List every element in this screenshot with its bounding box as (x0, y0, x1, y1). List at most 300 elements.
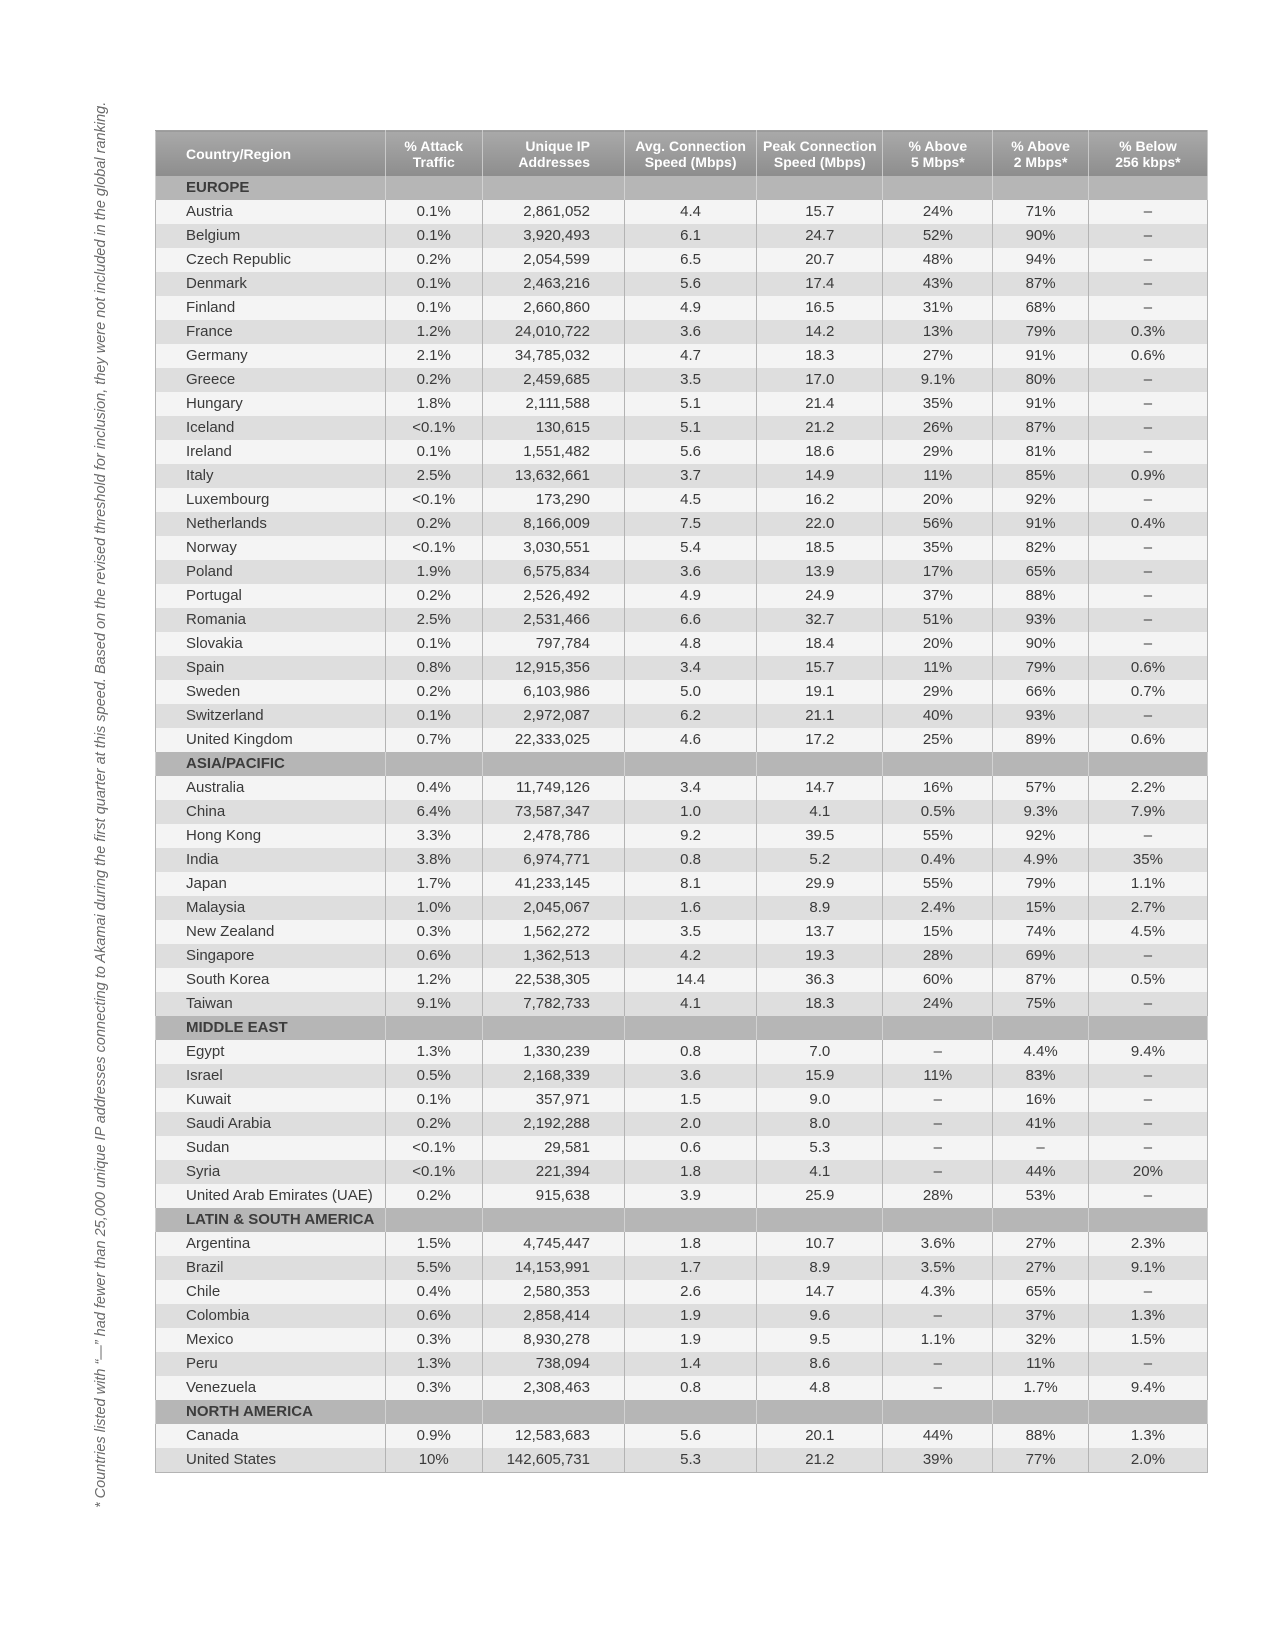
attack-traffic-cell: 6.4% (385, 800, 482, 824)
peak-speed-cell: 14.2 (757, 320, 883, 344)
above-5mbps-cell: 55% (883, 824, 993, 848)
unique-ip-cell: 3,920,493 (482, 224, 624, 248)
below-256kbps-cell: – (1088, 584, 1207, 608)
country-name-cell: Sweden (156, 680, 386, 704)
table-row (156, 824, 1208, 848)
country-name-cell: Greece (156, 368, 386, 392)
peak-speed-cell: 20.7 (757, 248, 883, 272)
above-2mbps-cell: 94% (993, 248, 1089, 272)
above-5mbps-cell: 39% (883, 1448, 993, 1473)
unique-ip-cell: 2,858,414 (482, 1304, 624, 1328)
above-5mbps-cell: 24% (883, 992, 993, 1016)
table-row (156, 368, 1208, 392)
peak-speed-cell: 4.1 (757, 800, 883, 824)
region-name: MIDDLE EAST (156, 1016, 386, 1040)
country-name-cell: Belgium (156, 224, 386, 248)
below-256kbps-cell: – (1088, 632, 1207, 656)
unique-ip-cell: 142,605,731 (482, 1448, 624, 1473)
unique-ip-cell: 1,362,513 (482, 944, 624, 968)
unique-ip-cell: 2,192,288 (482, 1112, 624, 1136)
above-5mbps-cell: 40% (883, 704, 993, 728)
attack-traffic-cell: 1.2% (385, 968, 482, 992)
above-2mbps-cell: 75% (993, 992, 1089, 1016)
table-row (156, 248, 1208, 272)
col-header-above-2mbps: % Above 2 Mbps* (993, 131, 1089, 177)
peak-speed-cell: 15.9 (757, 1064, 883, 1088)
avg-speed-cell: 4.6 (624, 728, 756, 752)
table-row (156, 512, 1208, 536)
below-256kbps-cell: – (1088, 560, 1207, 584)
col-header-avg-speed: Avg. Connection Speed (Mbps) (624, 131, 756, 177)
above-2mbps-cell: 32% (993, 1328, 1089, 1352)
unique-ip-cell: 11,749,126 (482, 776, 624, 800)
peak-speed-cell: 4.8 (757, 1376, 883, 1400)
avg-speed-cell: 0.8 (624, 1040, 756, 1064)
attack-traffic-cell: 0.2% (385, 1184, 482, 1208)
attack-traffic-cell: 1.5% (385, 1232, 482, 1256)
avg-speed-cell: 5.0 (624, 680, 756, 704)
region-spacer-cell (883, 176, 993, 200)
attack-traffic-cell: 0.1% (385, 224, 482, 248)
above-5mbps-cell: 11% (883, 1064, 993, 1088)
above-2mbps-cell: 92% (993, 488, 1089, 512)
below-256kbps-cell: 0.6% (1088, 344, 1207, 368)
peak-speed-cell: 9.6 (757, 1304, 883, 1328)
peak-speed-cell: 9.5 (757, 1328, 883, 1352)
unique-ip-cell: 221,394 (482, 1160, 624, 1184)
peak-speed-cell: 22.0 (757, 512, 883, 536)
peak-speed-cell: 14.9 (757, 464, 883, 488)
table-row (156, 728, 1208, 752)
avg-speed-cell: 3.7 (624, 464, 756, 488)
avg-speed-cell: 1.4 (624, 1352, 756, 1376)
unique-ip-cell: 22,333,025 (482, 728, 624, 752)
unique-ip-cell: 357,971 (482, 1088, 624, 1112)
avg-speed-cell: 2.6 (624, 1280, 756, 1304)
above-5mbps-cell: 13% (883, 320, 993, 344)
attack-traffic-cell: 0.2% (385, 248, 482, 272)
above-2mbps-cell: 88% (993, 1424, 1089, 1448)
table-row (156, 680, 1208, 704)
peak-speed-cell: 19.3 (757, 944, 883, 968)
attack-traffic-cell: 1.8% (385, 392, 482, 416)
country-name-cell: Chile (156, 1280, 386, 1304)
attack-traffic-cell: 3.8% (385, 848, 482, 872)
peak-speed-cell: 24.9 (757, 584, 883, 608)
attack-traffic-cell: 0.4% (385, 776, 482, 800)
unique-ip-cell: 1,562,272 (482, 920, 624, 944)
attack-traffic-cell: 0.2% (385, 512, 482, 536)
attack-traffic-cell: 1.2% (385, 320, 482, 344)
attack-traffic-cell: 2.5% (385, 464, 482, 488)
connection-speed-table (155, 130, 1208, 1473)
above-2mbps-cell: 41% (993, 1112, 1089, 1136)
above-5mbps-cell: – (883, 1112, 993, 1136)
table-row (156, 344, 1208, 368)
table-row (156, 440, 1208, 464)
above-2mbps-cell: 87% (993, 272, 1089, 296)
above-5mbps-cell: 17% (883, 560, 993, 584)
table-body (156, 176, 1208, 1473)
region-spacer-cell (757, 752, 883, 776)
below-256kbps-cell: 2.7% (1088, 896, 1207, 920)
unique-ip-cell: 1,551,482 (482, 440, 624, 464)
country-name-cell: Portugal (156, 584, 386, 608)
below-256kbps-cell: – (1088, 608, 1207, 632)
above-2mbps-cell: 93% (993, 608, 1089, 632)
avg-speed-cell: 1.8 (624, 1160, 756, 1184)
avg-speed-cell: 5.3 (624, 1448, 756, 1473)
above-5mbps-cell: 56% (883, 512, 993, 536)
above-2mbps-cell: 4.9% (993, 848, 1089, 872)
attack-traffic-cell: 0.2% (385, 1112, 482, 1136)
table-row (156, 1136, 1208, 1160)
above-2mbps-cell: 82% (993, 536, 1089, 560)
above-2mbps-cell: 80% (993, 368, 1089, 392)
unique-ip-cell: 2,168,339 (482, 1064, 624, 1088)
country-name-cell: Luxembourg (156, 488, 386, 512)
peak-speed-cell: 18.4 (757, 632, 883, 656)
above-2mbps-cell: 79% (993, 320, 1089, 344)
country-name-cell: Germany (156, 344, 386, 368)
country-name-cell: Sudan (156, 1136, 386, 1160)
below-256kbps-cell: 2.3% (1088, 1232, 1207, 1256)
below-256kbps-cell: 1.1% (1088, 872, 1207, 896)
peak-speed-cell: 18.3 (757, 992, 883, 1016)
unique-ip-cell: 7,782,733 (482, 992, 624, 1016)
above-2mbps-cell: 79% (993, 656, 1089, 680)
peak-speed-cell: 25.9 (757, 1184, 883, 1208)
region-spacer-cell (993, 1208, 1089, 1232)
above-2mbps-cell: 16% (993, 1088, 1089, 1112)
avg-speed-cell: 14.4 (624, 968, 756, 992)
unique-ip-cell: 22,538,305 (482, 968, 624, 992)
below-256kbps-cell: 0.4% (1088, 512, 1207, 536)
unique-ip-cell: 797,784 (482, 632, 624, 656)
avg-speed-cell: 1.0 (624, 800, 756, 824)
above-5mbps-cell: 3.6% (883, 1232, 993, 1256)
avg-speed-cell: 5.4 (624, 536, 756, 560)
unique-ip-cell: 24,010,722 (482, 320, 624, 344)
attack-traffic-cell: <0.1% (385, 1160, 482, 1184)
above-5mbps-cell: 37% (883, 584, 993, 608)
region-spacer-cell (385, 1400, 482, 1424)
table-row (156, 1112, 1208, 1136)
region-name: EUROPE (156, 176, 386, 200)
below-256kbps-cell: – (1088, 1064, 1207, 1088)
region-spacer-cell (757, 1400, 883, 1424)
unique-ip-cell: 8,930,278 (482, 1328, 624, 1352)
table-row (156, 1184, 1208, 1208)
col-header-below-256kbps: % Below 256 kbps* (1088, 131, 1207, 177)
above-5mbps-cell: – (883, 1040, 993, 1064)
below-256kbps-cell: – (1088, 1136, 1207, 1160)
region-spacer-cell (624, 1016, 756, 1040)
region-spacer-cell (482, 1016, 624, 1040)
below-256kbps-cell: – (1088, 1184, 1207, 1208)
country-name-cell: Hong Kong (156, 824, 386, 848)
above-2mbps-cell: 65% (993, 1280, 1089, 1304)
above-5mbps-cell: 29% (883, 680, 993, 704)
region-name: ASIA/PACIFIC (156, 752, 386, 776)
unique-ip-cell: 41,233,145 (482, 872, 624, 896)
peak-speed-cell: 5.2 (757, 848, 883, 872)
above-2mbps-cell: 11% (993, 1352, 1089, 1376)
col-header-country: Country/Region (156, 131, 386, 177)
attack-traffic-cell: 0.6% (385, 1304, 482, 1328)
above-2mbps-cell: 93% (993, 704, 1089, 728)
above-5mbps-cell: 35% (883, 392, 993, 416)
below-256kbps-cell: – (1088, 824, 1207, 848)
peak-speed-cell: 29.9 (757, 872, 883, 896)
avg-speed-cell: 5.1 (624, 416, 756, 440)
table-row (156, 1352, 1208, 1376)
attack-traffic-cell: 0.1% (385, 200, 482, 224)
unique-ip-cell: 2,531,466 (482, 608, 624, 632)
peak-speed-cell: 24.7 (757, 224, 883, 248)
unique-ip-cell: 2,580,353 (482, 1280, 624, 1304)
below-256kbps-cell: 1.3% (1088, 1304, 1207, 1328)
unique-ip-cell: 12,915,356 (482, 656, 624, 680)
country-name-cell: Denmark (156, 272, 386, 296)
table-row (156, 872, 1208, 896)
avg-speed-cell: 4.9 (624, 584, 756, 608)
below-256kbps-cell: 9.1% (1088, 1256, 1207, 1280)
avg-speed-cell: 3.5 (624, 368, 756, 392)
region-spacer-cell (385, 752, 482, 776)
table-row (156, 536, 1208, 560)
country-name-cell: Czech Republic (156, 248, 386, 272)
above-2mbps-cell: 66% (993, 680, 1089, 704)
unique-ip-cell: 130,615 (482, 416, 624, 440)
peak-speed-cell: 21.2 (757, 1448, 883, 1473)
attack-traffic-cell: 0.1% (385, 272, 482, 296)
table-row (156, 1232, 1208, 1256)
region-spacer-cell (1088, 1208, 1207, 1232)
peak-speed-cell: 4.1 (757, 1160, 883, 1184)
above-5mbps-cell: 2.4% (883, 896, 993, 920)
avg-speed-cell: 5.6 (624, 440, 756, 464)
table-row (156, 584, 1208, 608)
table-row (156, 920, 1208, 944)
unique-ip-cell: 12,583,683 (482, 1424, 624, 1448)
country-name-cell: Argentina (156, 1232, 386, 1256)
peak-speed-cell: 5.3 (757, 1136, 883, 1160)
country-name-cell: France (156, 320, 386, 344)
unique-ip-cell: 1,330,239 (482, 1040, 624, 1064)
above-2mbps-cell: 92% (993, 824, 1089, 848)
avg-speed-cell: 4.7 (624, 344, 756, 368)
attack-traffic-cell: 0.3% (385, 1328, 482, 1352)
avg-speed-cell: 4.9 (624, 296, 756, 320)
above-2mbps-cell: 91% (993, 512, 1089, 536)
col-header-peak-speed: Peak Connection Speed (Mbps) (757, 131, 883, 177)
unique-ip-cell: 2,463,216 (482, 272, 624, 296)
attack-traffic-cell: 1.3% (385, 1352, 482, 1376)
region-spacer-cell (1088, 1400, 1207, 1424)
peak-speed-cell: 13.9 (757, 560, 883, 584)
above-2mbps-cell: 91% (993, 392, 1089, 416)
unique-ip-cell: 738,094 (482, 1352, 624, 1376)
above-5mbps-cell: – (883, 1304, 993, 1328)
country-name-cell: Iceland (156, 416, 386, 440)
region-spacer-cell (482, 176, 624, 200)
avg-speed-cell: 4.5 (624, 488, 756, 512)
above-2mbps-cell: 74% (993, 920, 1089, 944)
country-name-cell: Taiwan (156, 992, 386, 1016)
peak-speed-cell: 13.7 (757, 920, 883, 944)
table-row (156, 1040, 1208, 1064)
attack-traffic-cell: 0.1% (385, 440, 482, 464)
above-2mbps-cell: 89% (993, 728, 1089, 752)
country-name-cell: Mexico (156, 1328, 386, 1352)
above-2mbps-cell: 71% (993, 200, 1089, 224)
peak-speed-cell: 14.7 (757, 1280, 883, 1304)
above-5mbps-cell: 3.5% (883, 1256, 993, 1280)
unique-ip-cell: 2,660,860 (482, 296, 624, 320)
region-spacer-cell (1088, 1016, 1207, 1040)
attack-traffic-cell: 2.1% (385, 344, 482, 368)
table-row (156, 272, 1208, 296)
avg-speed-cell: 2.0 (624, 1112, 756, 1136)
unique-ip-cell: 3,030,551 (482, 536, 624, 560)
below-256kbps-cell: 0.7% (1088, 680, 1207, 704)
peak-speed-cell: 8.9 (757, 1256, 883, 1280)
region-name: NORTH AMERICA (156, 1400, 386, 1424)
peak-speed-cell: 36.3 (757, 968, 883, 992)
above-2mbps-cell: 44% (993, 1160, 1089, 1184)
above-5mbps-cell: 28% (883, 1184, 993, 1208)
attack-traffic-cell: 0.7% (385, 728, 482, 752)
above-5mbps-cell: 52% (883, 224, 993, 248)
unique-ip-cell: 6,575,834 (482, 560, 624, 584)
peak-speed-cell: 17.2 (757, 728, 883, 752)
country-name-cell: Syria (156, 1160, 386, 1184)
above-5mbps-cell: 0.4% (883, 848, 993, 872)
avg-speed-cell: 7.5 (624, 512, 756, 536)
above-5mbps-cell: 35% (883, 536, 993, 560)
peak-speed-cell: 15.7 (757, 656, 883, 680)
above-5mbps-cell: 25% (883, 728, 993, 752)
region-spacer-cell (993, 752, 1089, 776)
attack-traffic-cell: 1.3% (385, 1040, 482, 1064)
above-5mbps-cell: 27% (883, 344, 993, 368)
country-name-cell: New Zealand (156, 920, 386, 944)
avg-speed-cell: 1.9 (624, 1328, 756, 1352)
avg-speed-cell: 3.9 (624, 1184, 756, 1208)
table-row (156, 1448, 1208, 1473)
region-spacer-cell (993, 1016, 1089, 1040)
avg-speed-cell: 3.4 (624, 776, 756, 800)
table-row (156, 992, 1208, 1016)
peak-speed-cell: 21.4 (757, 392, 883, 416)
peak-speed-cell: 17.0 (757, 368, 883, 392)
peak-speed-cell: 7.0 (757, 1040, 883, 1064)
table-row (156, 944, 1208, 968)
country-name-cell: Finland (156, 296, 386, 320)
below-256kbps-cell: 0.9% (1088, 464, 1207, 488)
region-spacer-cell (624, 176, 756, 200)
attack-traffic-cell: 5.5% (385, 1256, 482, 1280)
avg-speed-cell: 1.6 (624, 896, 756, 920)
avg-speed-cell: 0.6 (624, 1136, 756, 1160)
region-spacer-cell (624, 752, 756, 776)
country-name-cell: Italy (156, 464, 386, 488)
table-row (156, 896, 1208, 920)
unique-ip-cell: 2,459,685 (482, 368, 624, 392)
below-256kbps-cell: – (1088, 1280, 1207, 1304)
avg-speed-cell: 4.8 (624, 632, 756, 656)
region-spacer-cell (883, 752, 993, 776)
below-256kbps-cell: – (1088, 392, 1207, 416)
attack-traffic-cell: 0.1% (385, 296, 482, 320)
peak-speed-cell: 16.5 (757, 296, 883, 320)
attack-traffic-cell: <0.1% (385, 1136, 482, 1160)
table-row (156, 488, 1208, 512)
table-row (156, 608, 1208, 632)
peak-speed-cell: 10.7 (757, 1232, 883, 1256)
peak-speed-cell: 17.4 (757, 272, 883, 296)
above-5mbps-cell: 4.3% (883, 1280, 993, 1304)
country-name-cell: United Kingdom (156, 728, 386, 752)
peak-speed-cell: 14.7 (757, 776, 883, 800)
above-2mbps-cell: 15% (993, 896, 1089, 920)
country-name-cell: Canada (156, 1424, 386, 1448)
region-header-row (156, 176, 1208, 200)
attack-traffic-cell: 1.9% (385, 560, 482, 584)
unique-ip-cell: 6,974,771 (482, 848, 624, 872)
below-256kbps-cell: 2.0% (1088, 1448, 1207, 1473)
attack-traffic-cell: 2.5% (385, 608, 482, 632)
unique-ip-cell: 2,861,052 (482, 200, 624, 224)
country-name-cell: Kuwait (156, 1088, 386, 1112)
table-row (156, 776, 1208, 800)
country-name-cell: Spain (156, 656, 386, 680)
peak-speed-cell: 8.6 (757, 1352, 883, 1376)
peak-speed-cell: 32.7 (757, 608, 883, 632)
below-256kbps-cell: 9.4% (1088, 1040, 1207, 1064)
unique-ip-cell: 2,308,463 (482, 1376, 624, 1400)
region-spacer-cell (1088, 176, 1207, 200)
attack-traffic-cell: 0.2% (385, 368, 482, 392)
above-5mbps-cell: 20% (883, 488, 993, 512)
avg-speed-cell: 5.6 (624, 1424, 756, 1448)
table-row (156, 1088, 1208, 1112)
region-spacer-cell (757, 1208, 883, 1232)
region-spacer-cell (993, 176, 1089, 200)
country-name-cell: Peru (156, 1352, 386, 1376)
below-256kbps-cell: 7.9% (1088, 800, 1207, 824)
above-5mbps-cell: 26% (883, 416, 993, 440)
unique-ip-cell: 2,111,588 (482, 392, 624, 416)
above-5mbps-cell: – (883, 1136, 993, 1160)
table-row (156, 704, 1208, 728)
table-row (156, 848, 1208, 872)
avg-speed-cell: 5.6 (624, 272, 756, 296)
col-header-attack-traffic: % Attack Traffic (385, 131, 482, 177)
country-name-cell: Saudi Arabia (156, 1112, 386, 1136)
above-5mbps-cell: 48% (883, 248, 993, 272)
above-5mbps-cell: – (883, 1160, 993, 1184)
avg-speed-cell: 1.5 (624, 1088, 756, 1112)
peak-speed-cell: 16.2 (757, 488, 883, 512)
below-256kbps-cell: 35% (1088, 848, 1207, 872)
attack-traffic-cell: 9.1% (385, 992, 482, 1016)
table-row (156, 320, 1208, 344)
above-2mbps-cell: 90% (993, 224, 1089, 248)
avg-speed-cell: 1.7 (624, 1256, 756, 1280)
above-2mbps-cell: 37% (993, 1304, 1089, 1328)
